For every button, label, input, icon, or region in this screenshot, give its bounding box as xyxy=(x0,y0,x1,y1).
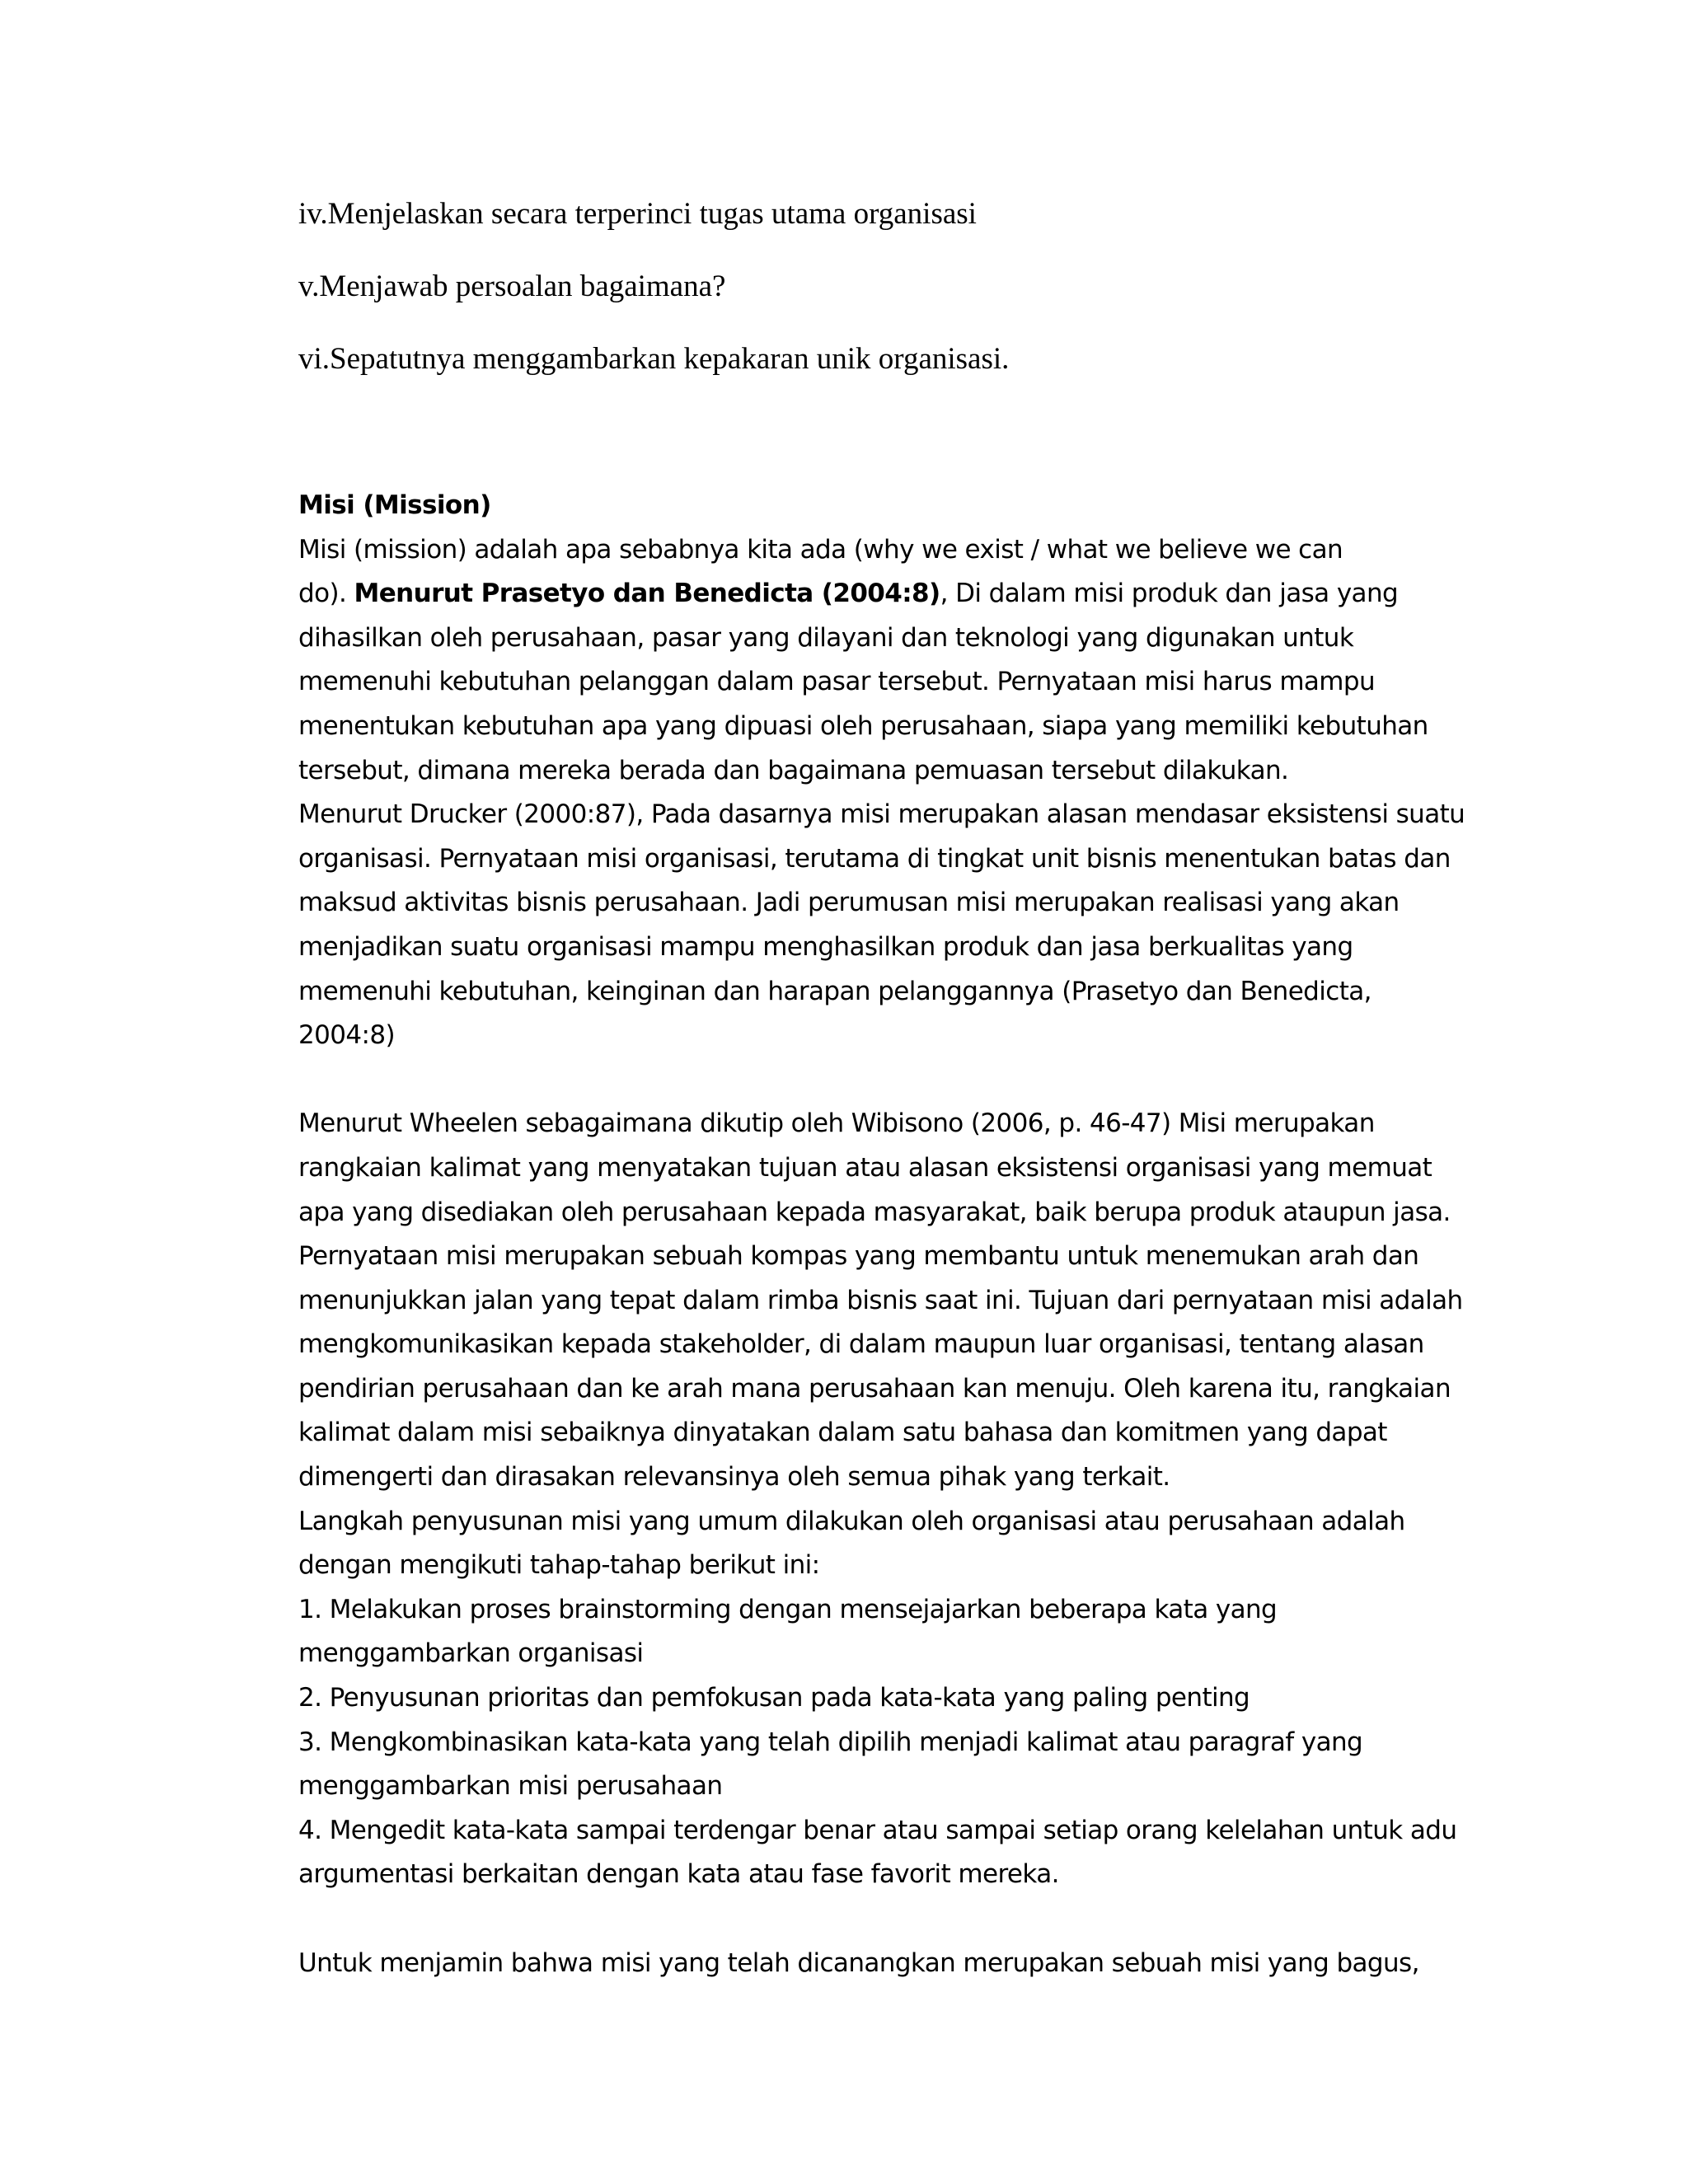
text-line: dengan mengikuti tahap-tahap berikut ini: xyxy=(298,1550,820,1581)
text-line: menentukan kebutuhan apa yang dipuasi oleh perusahaan, siapa yang memiliki kebutuhan xyxy=(298,710,1428,741)
list-item: v.Menjawab persoalan bagaimana? xyxy=(298,269,726,303)
text-line: dihasilkan oleh perusahaan, pasar yang dilayani dan teknologi yang digunakan untuk xyxy=(298,622,1354,653)
text-line: menggambarkan organisasi xyxy=(298,1638,644,1669)
text-line: Untuk menjamin bahwa misi yang telah dicanangkan merupakan sebuah misi yang bagus, xyxy=(298,1947,1419,1978)
numbered-step: 2. Penyusunan prioritas dan pemfokusan pada kata-kata yang paling penting xyxy=(298,1683,1250,1713)
text-line: menunjukkan jalan yang tepat dalam rimba bisnis saat ini. Tujuan dari pernyataan misi adalah xyxy=(298,1285,1463,1315)
text-line: Menurut Drucker (2000:87), Pada dasarnya misi merupakan alasan mendasar eksistensi suatu xyxy=(298,799,1465,830)
text-line: kalimat dalam misi sebaiknya dinyatakan dalam satu bahasa dan komitmen yang dapat xyxy=(298,1418,1387,1448)
text-line: dimengerti dan dirasakan relevansinya oleh semua pihak yang terkait. xyxy=(298,1462,1170,1493)
text-line: pendirian perusahaan dan ke arah mana perusahaan kan menuju. Oleh karena itu, rangkaian xyxy=(298,1373,1451,1404)
numbered-step: 4. Mengedit kata-kata sampai terdengar benar atau sampai setiap orang kelelahan untuk adu xyxy=(298,1815,1457,1845)
numbered-step: 3. Mengkombinasikan kata-kata yang telah dipilih menjadi kalimat atau paragraf yang xyxy=(298,1727,1363,1757)
text-line: menjadikan suatu organisasi mampu menghasilkan produk dan jasa berkualitas yang xyxy=(298,931,1353,962)
list-item: vi.Sepatutnya menggambarkan kepakaran unik organisasi. xyxy=(298,342,1010,376)
text-span: , Di dalam misi produk dan jasa yang xyxy=(940,579,1399,609)
text-line: maksud aktivitas bisnis perusahaan. Jadi perumusan misi merupakan realisasi yang akan xyxy=(298,888,1400,918)
list-item: iv.Menjelaskan secara terperinci tugas utama organisasi xyxy=(298,197,977,231)
blank-line xyxy=(298,1058,1498,1103)
text-line: argumentasi berkaitan dengan kata atau fase favorit mereka. xyxy=(298,1859,1059,1890)
text-line: tersebut, dimana mereka berada dan bagaimana pemuasan tersebut dilakukan. xyxy=(298,755,1289,785)
numbered-step: 1. Melakukan proses brainstorming dengan mensejajarkan beberapa kata yang xyxy=(298,1594,1278,1624)
text-line: menggambarkan misi perusahaan xyxy=(298,1771,723,1802)
blank-line xyxy=(298,1897,1498,1942)
text-line: Menurut Wheelen sebagaimana dikutip oleh Wibisono (2006, p. 46-47) Misi merupakan xyxy=(298,1108,1375,1139)
text-line: memenuhi kebutuhan pelanggan dalam pasar tersebut. Pernyataan misi harus mampu xyxy=(298,667,1376,697)
text-line: apa yang disediakan oleh perusahaan kepada masyarakat, baik berupa produk ataupun jasa. xyxy=(298,1197,1451,1227)
text-line: Misi (mission) adalah apa sebabnya kita ada (why we exist / what we believe we can xyxy=(298,534,1343,565)
text-span: do). xyxy=(298,579,354,609)
bold-citation: Menurut Prasetyo dan Benedicta (2004:8) xyxy=(354,579,940,609)
section-title: Misi (Mission) xyxy=(298,490,491,520)
text-line: 2004:8) xyxy=(298,1020,395,1051)
text-line: memenuhi kebutuhan, keinginan dan harapan pelanggannya (Prasetyo dan Benedicta, xyxy=(298,976,1372,1006)
text-line: Pernyataan misi merupakan sebuah kompas yang membantu untuk menemukan arah dan xyxy=(298,1241,1419,1272)
text-line: organisasi. Pernyataan misi organisasi, terutama di tingkat unit bisnis menentukan batas dan xyxy=(298,843,1451,874)
text-line: rangkaian kalimat yang menyatakan tujuan atau alasan eksistensi organisasi yang memuat xyxy=(298,1152,1432,1183)
document-body xyxy=(298,484,1498,1985)
text-line: Langkah penyusunan misi yang umum dilakukan oleh organisasi atau perusahaan adalah xyxy=(298,1506,1405,1536)
text-line-with-citation xyxy=(298,572,1498,616)
roman-numeral-list xyxy=(298,196,1535,377)
text-line: mengkomunikasikan kepada stakeholder, di dalam maupun luar organisasi, tentang alasan xyxy=(298,1329,1424,1360)
